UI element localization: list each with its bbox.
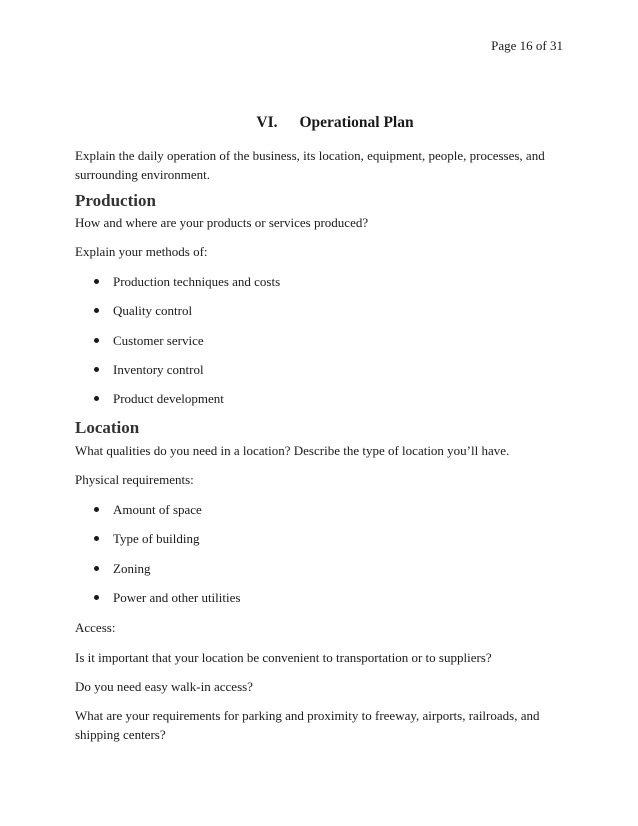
intro-paragraph: Explain the daily operation of the business, its location, equipment, people, processes, and surrounding environment. <box>75 148 545 182</box>
list-item: Type of building <box>75 529 240 558</box>
production-heading: Production <box>75 191 156 210</box>
location-heading: Location <box>75 418 140 437</box>
list-item: Quality control <box>75 301 280 330</box>
list-item: Customer service <box>75 331 280 360</box>
production-list <box>75 272 280 418</box>
page-number: Page 16 of 31 <box>491 38 563 53</box>
location-list <box>75 500 240 617</box>
list-item: Amount of space <box>75 500 240 529</box>
section-number: VI. <box>256 114 278 131</box>
access-label: Access: <box>75 620 116 635</box>
list-item: Zoning <box>75 559 240 588</box>
page-title <box>0 114 638 132</box>
list-item: Inventory control <box>75 360 280 389</box>
location-lead: Physical requirements: <box>75 472 194 487</box>
list-item: Product development <box>75 389 280 418</box>
access-question-walk-in: Do you need easy walk-in access? <box>75 679 253 694</box>
list-item: Production techniques and costs <box>75 272 280 301</box>
production-lead: Explain your methods of: <box>75 244 208 259</box>
access-question-transport: Is it important that your location be convenient to transportation or to suppliers? <box>75 650 492 665</box>
access-question-parking: What are your requirements for parking and proximity to freeway, airports, railroads, and shipping centers? <box>75 708 540 742</box>
production-question: How and where are your products or services produced? <box>75 215 369 230</box>
list-item: Power and other utilities <box>75 588 240 617</box>
section-title: Operational Plan <box>299 114 414 131</box>
location-question: What qualities do you need in a location? Describe the type of location you’ll have. <box>75 443 510 458</box>
